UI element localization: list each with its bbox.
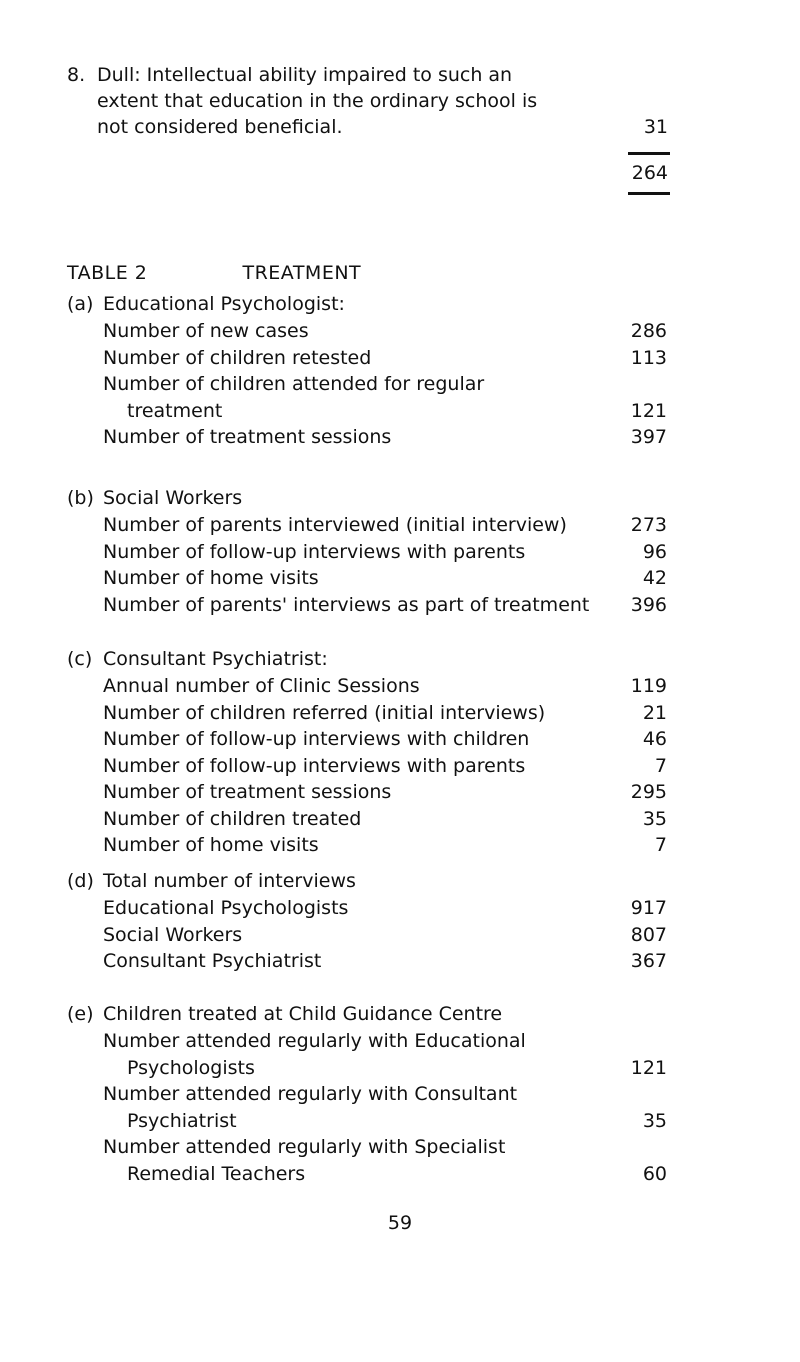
table-row bbox=[67, 345, 667, 372]
intro-value: 31 bbox=[643, 116, 668, 138]
row-value: 35 bbox=[642, 1109, 667, 1132]
row-label: treatment bbox=[127, 399, 223, 422]
row-label: Annual number of Clinic Sessions bbox=[103, 675, 420, 697]
table-row bbox=[67, 948, 667, 975]
row-label: Consultant Psychiatrist bbox=[103, 950, 322, 972]
table-row bbox=[67, 700, 667, 727]
row-label: Number of children treated bbox=[103, 807, 362, 830]
table-row bbox=[67, 1028, 667, 1055]
row-value: 96 bbox=[642, 540, 667, 563]
row-value: 60 bbox=[642, 1162, 667, 1185]
table-row bbox=[67, 1134, 667, 1161]
table-label: TABLE 2 bbox=[67, 262, 148, 284]
row-label: Number attended regularly with Specialist bbox=[103, 1136, 506, 1158]
table-row bbox=[67, 318, 667, 345]
section-total-interviews bbox=[67, 867, 667, 975]
section-title: Children treated at Child Guidance Centre bbox=[103, 1003, 503, 1025]
intro-number: 8. bbox=[67, 64, 86, 86]
table-row bbox=[67, 371, 667, 398]
table-row bbox=[67, 1055, 667, 1082]
section-title: Total number of interviews bbox=[103, 870, 356, 892]
intro-line-text: extent that education in the ordinary school is bbox=[97, 90, 538, 112]
table-row bbox=[67, 673, 667, 700]
section-title: Consultant Psychiatrist: bbox=[103, 648, 328, 670]
row-value: 397 bbox=[630, 426, 667, 448]
row-value: 367 bbox=[630, 950, 667, 972]
intro-line-2 bbox=[67, 88, 667, 114]
rule-bottom bbox=[628, 192, 670, 195]
section-letter: (b) bbox=[67, 487, 94, 509]
row-value: 35 bbox=[642, 807, 667, 830]
intro-item bbox=[67, 62, 667, 140]
row-label: Number attended regularly with Educational bbox=[103, 1030, 526, 1052]
section-heading bbox=[67, 484, 667, 512]
row-label: Number of children referred (initial interviews) bbox=[103, 701, 546, 724]
row-label: Educational Psychologists bbox=[103, 897, 349, 919]
section-heading bbox=[67, 290, 667, 318]
table-row bbox=[67, 512, 667, 539]
section-heading bbox=[67, 867, 667, 895]
table-title bbox=[67, 262, 361, 284]
row-label: Number of new cases bbox=[103, 320, 309, 342]
row-value: 121 bbox=[630, 1056, 667, 1079]
row-label: Number attended regularly with Consultant bbox=[103, 1083, 518, 1105]
table-row bbox=[67, 806, 667, 833]
table-row bbox=[67, 832, 667, 859]
table-heading: TREATMENT bbox=[242, 262, 362, 284]
section-title: Educational Psychologist: bbox=[103, 293, 345, 315]
row-value: 121 bbox=[630, 399, 667, 422]
table-row bbox=[67, 753, 667, 780]
section-letter: (a) bbox=[67, 293, 94, 315]
section-letter: (c) bbox=[67, 648, 93, 670]
row-value: 46 bbox=[642, 728, 667, 750]
row-label: Number of home visits bbox=[103, 834, 319, 856]
section-social-workers bbox=[67, 484, 667, 618]
table-row bbox=[67, 398, 667, 425]
section-letter: (e) bbox=[67, 1003, 94, 1025]
row-label: Remedial Teachers bbox=[127, 1162, 306, 1185]
row-value: 21 bbox=[642, 701, 667, 724]
row-label: Psychiatrist bbox=[127, 1109, 237, 1132]
section-educational-psychologist bbox=[67, 290, 667, 451]
row-value: 396 bbox=[630, 593, 667, 616]
table-row bbox=[67, 1081, 667, 1108]
row-label: Number of treatment sessions bbox=[103, 426, 392, 448]
intro-line-text: not considered beneficial. bbox=[97, 116, 343, 138]
table-row bbox=[67, 1161, 667, 1188]
section-consultant-psychiatrist bbox=[67, 645, 667, 859]
row-label: Number of children attended for regular bbox=[103, 373, 485, 395]
section-heading bbox=[67, 1000, 667, 1028]
row-label: Number of follow-up interviews with parents bbox=[103, 540, 526, 563]
table-row bbox=[67, 726, 667, 753]
table-row bbox=[67, 592, 667, 619]
row-value: 807 bbox=[630, 923, 667, 946]
row-label: Number of parents' interviews as part of treatment bbox=[103, 593, 590, 616]
table-row bbox=[67, 779, 667, 806]
row-label: Psychologists bbox=[127, 1056, 255, 1079]
row-label: Number of treatment sessions bbox=[103, 781, 392, 803]
rule-top bbox=[628, 152, 670, 155]
row-label: Number of home visits bbox=[103, 567, 319, 589]
row-value: 917 bbox=[630, 897, 667, 919]
row-value: 7 bbox=[654, 834, 667, 856]
row-label: Number of follow-up interviews with children bbox=[103, 728, 530, 750]
row-label: Number of parents interviewed (initial interview) bbox=[103, 514, 567, 536]
row-value: 113 bbox=[630, 346, 667, 369]
section-heading bbox=[67, 645, 667, 673]
row-value: 286 bbox=[630, 320, 667, 342]
intro-line-1 bbox=[67, 62, 667, 88]
table-row bbox=[67, 1108, 667, 1135]
intro-line-text: Dull: Intellectual ability impaired to such an bbox=[97, 64, 513, 86]
table-row bbox=[67, 424, 667, 451]
section-children-treated bbox=[67, 1000, 667, 1187]
row-value: 7 bbox=[654, 754, 667, 777]
section-letter: (d) bbox=[67, 870, 94, 892]
intro-total: 264 bbox=[631, 162, 668, 184]
table-row bbox=[67, 565, 667, 592]
row-value: 119 bbox=[630, 675, 667, 697]
table-row bbox=[67, 895, 667, 922]
row-label: Number of follow-up interviews with parents bbox=[103, 754, 526, 777]
intro-line-3 bbox=[67, 114, 667, 140]
row-value: 42 bbox=[642, 567, 667, 589]
page-number: 59 bbox=[387, 1212, 413, 1234]
section-title: Social Workers bbox=[103, 487, 243, 509]
row-label: Social Workers bbox=[103, 923, 243, 946]
row-value: 295 bbox=[630, 781, 667, 803]
row-label: Number of children retested bbox=[103, 346, 372, 369]
table-row bbox=[67, 539, 667, 566]
table-row bbox=[67, 922, 667, 949]
row-value: 273 bbox=[630, 514, 667, 536]
